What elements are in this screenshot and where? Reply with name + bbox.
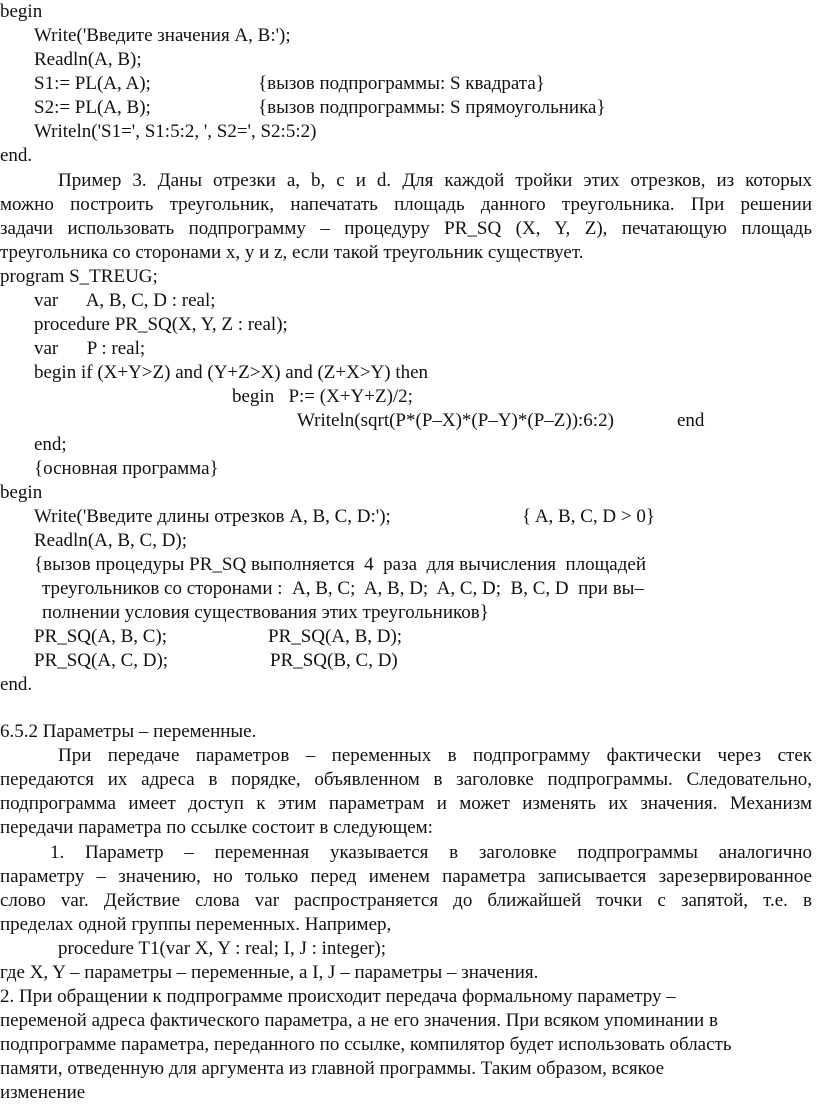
code-line-program: program S_TREUG; — [0, 266, 158, 287]
paragraph-line: задачи использовать подпрограмму – процедуру PR_SQ (X, Y, Z), печатающую площадь — [0, 218, 812, 239]
paragraph-line: подпрограмма имеет доступ к этим параметрам и может изменять их значения. Механизм — [0, 793, 812, 814]
code-line-var: var A, B, C, D : real; — [34, 290, 216, 311]
code-line-s2: S2:= PL(A, B); — [34, 97, 151, 118]
paragraph-line: передачи параметра по ссылке состоит в следующем: — [0, 817, 433, 838]
list-item-line: параметру – значению, но только перед именем параметра записывается зарезервированное — [0, 866, 812, 887]
list-item-line: изменение — [0, 1082, 86, 1103]
code-line-end: end. — [0, 145, 33, 166]
code-comment-call: полнении условия существования этих треугольников} — [42, 602, 489, 623]
code-line-readln: Readln(A, B); — [34, 49, 142, 70]
paragraph-line: передаются их адреса в порядке, объявленном в заголовке подпрограммы. Следовательно, — [0, 769, 812, 790]
code-line-end-proc: end; — [34, 434, 67, 455]
section-heading: 6.5.2 Параметры – переменные. — [0, 721, 257, 742]
code-line-begin-main: begin — [0, 482, 43, 503]
code-line-end-inner: end — [677, 410, 705, 431]
code-line-readln-main: Readln(A, B, C, D); — [34, 530, 188, 551]
code-line-call: PR_SQ(A, C, D); — [34, 650, 169, 671]
code-line-call: PR_SQ(B, C, D) — [270, 650, 398, 671]
code-line-end-main: end. — [0, 674, 33, 695]
code-line-write: Write('Введите значения A, B:'); — [34, 25, 291, 46]
code-line-writeln-sqrt: Writeln(sqrt(P*(P–X)*(P–Y)*(P–Z)):6:2) — [297, 410, 614, 431]
code-comment-main: {основная программа} — [34, 458, 219, 479]
example-note: где X, Y – параметры – переменные, а I, J – параметры – значения. — [0, 962, 539, 983]
code-comment-write: { A, B, C, D > 0} — [522, 506, 655, 527]
paragraph-line: При передаче параметров – переменных в подпрограмму фактически через стек — [58, 745, 812, 766]
paragraph-line: Пример 3. Даны отрезки a, b, c и d. Для каждой тройки этих отрезков, из которых — [58, 170, 812, 191]
list-item-line: 2. При обращении к подпрограмме происходит передача формальному параметру – — [0, 986, 676, 1007]
code-line-s1: S1:= PL(A, A); — [34, 73, 151, 94]
paragraph-line: можно построить треугольник, напечатать площадь данного треугольника. При решении — [0, 194, 812, 215]
list-item-line: подпрограмме параметра, переданного по ссылке, компилятор будет использовать область — [0, 1034, 732, 1055]
paragraph-line: треугольника со сторонами x, y и z, если такой треугольник существует. — [0, 242, 584, 263]
list-item-line: пределах одной группы переменных. Например, — [0, 914, 392, 935]
code-comment-call: {вызов процедуры PR_SQ выполняется 4 раза для вычисления площадей — [34, 554, 647, 575]
list-item-line: 1. Параметр – переменная указывается в заголовке подпрограммы аналогично — [50, 842, 812, 863]
list-item-line: переменой адреса фактического параметра, а не его значения. При всяком упоминании в — [0, 1010, 718, 1031]
example-declaration: procedure T1(var X, Y : real; I, J : integer); — [58, 938, 386, 959]
code-line-var-p: var P : real; — [34, 338, 146, 359]
list-item-line: слово var. Действие слова var распространяется до ближайшей точки с запятой, т.е. в — [0, 890, 812, 911]
code-line-write-main: Write('Введите длины отрезков A, B, C, D:'); — [34, 506, 391, 527]
code-line-begin: begin — [0, 1, 43, 22]
code-line-procedure: procedure PR_SQ(X, Y, Z : real); — [34, 314, 288, 335]
code-comment-s2: {вызов подпрограммы: S прямоугольника} — [258, 97, 606, 118]
code-comment-s1: {вызов подпрограммы: S квадрата} — [258, 73, 545, 94]
code-line-begin-if: begin if (X+Y>Z) and (Y+Z>X) and (Z+X>Y) then — [34, 362, 429, 383]
list-item-line: памяти, отведенную для аргумента из главной программы. Таким образом, всякое — [0, 1058, 665, 1079]
code-comment-call: треугольников со сторонами : A, B, C; A, B, D; A, C, D; B, C, D при вы– — [42, 578, 644, 599]
code-line-begin-p: begin P:= (X+Y+Z)/2; — [232, 386, 413, 407]
code-line-call: PR_SQ(A, B, C); — [34, 626, 168, 647]
code-line-writeln: Writeln('S1=', S1:5:2, ', S2=', S2:5:2) — [34, 121, 317, 142]
code-line-call: PR_SQ(A, B, D); — [268, 626, 403, 647]
